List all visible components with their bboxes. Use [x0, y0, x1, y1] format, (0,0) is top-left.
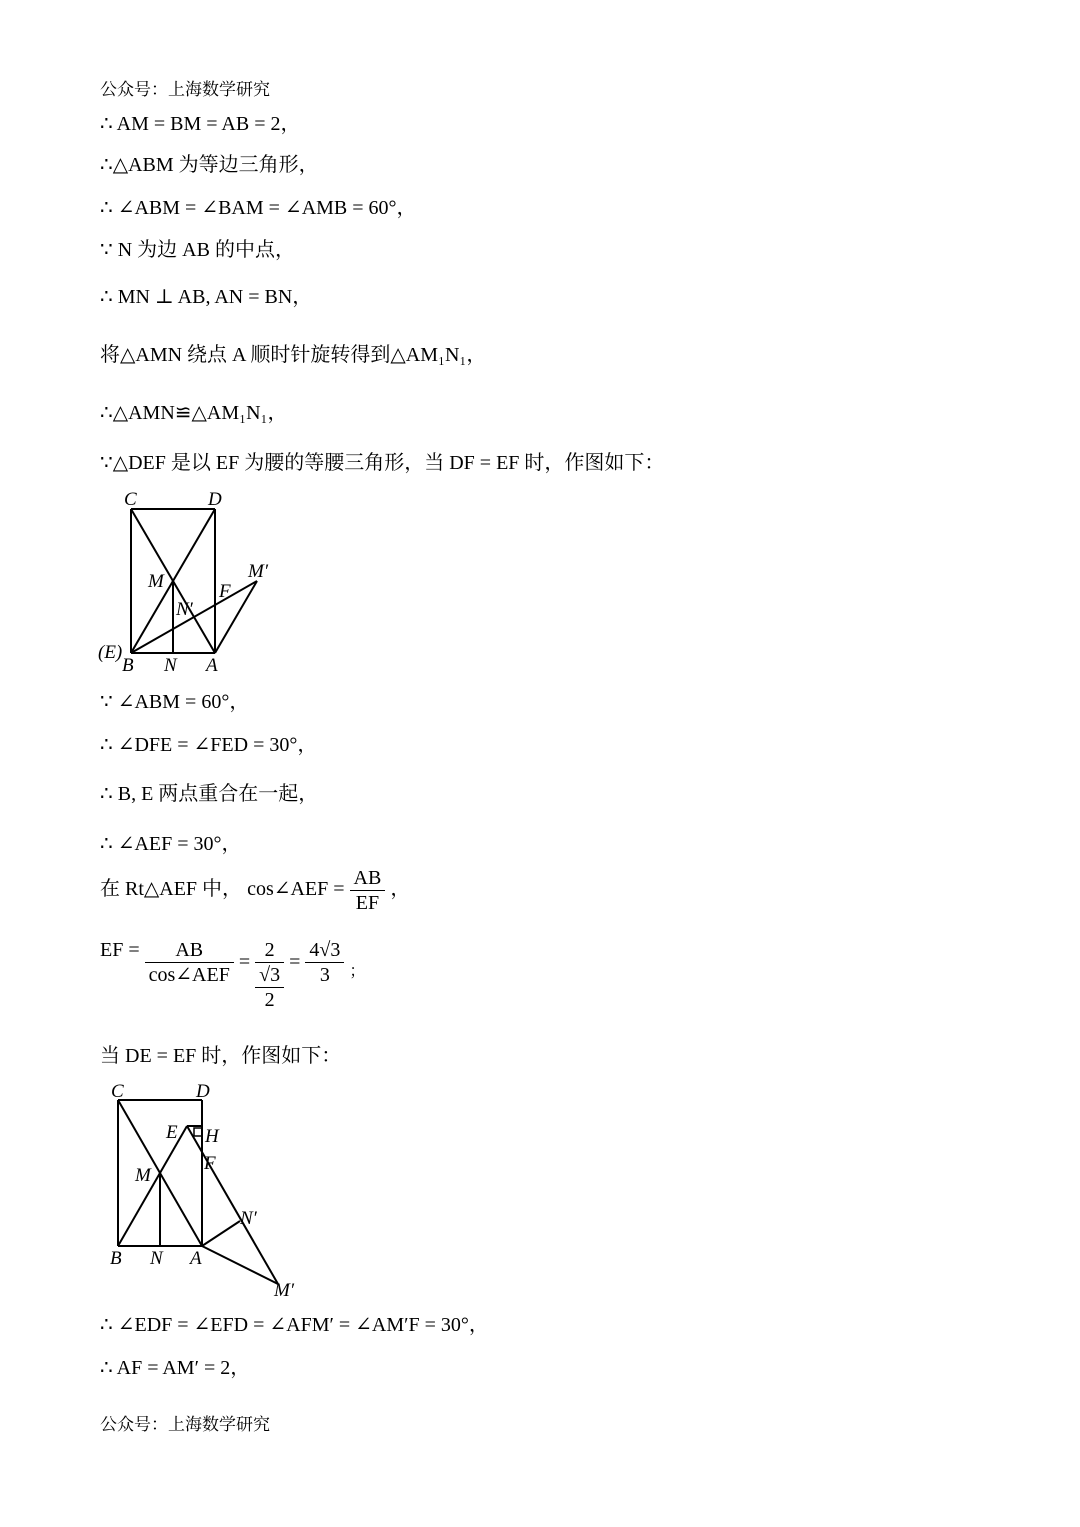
- cos-lhs: cos∠AEF =: [247, 878, 345, 901]
- fig2-label-A: A: [190, 1248, 202, 1269]
- proof-line-17: ∴ AF = AM′ = 2，: [100, 1357, 251, 1379]
- fig1-label-Np: N′: [176, 599, 193, 620]
- fraction-denominator: EF: [355, 892, 380, 914]
- fig1-label-D: D: [208, 489, 222, 510]
- fraction-numerator: AB: [145, 938, 234, 963]
- fig1-label-Mp: M′: [248, 561, 268, 582]
- equals-sign: =: [238, 951, 251, 973]
- ef-tail: ；: [349, 963, 366, 980]
- proof-line-2: ∴△ABM 为等边三角形，: [100, 154, 319, 176]
- fig2-label-E: E: [166, 1122, 178, 1143]
- fig2-label-M: M: [135, 1165, 151, 1186]
- proof-line-9: ∵ ∠ABM = 60°，: [100, 691, 250, 713]
- proof-line-10: ∴ ∠DFE = ∠FED = 30°，: [100, 734, 318, 756]
- fig2-label-F: F: [204, 1153, 216, 1174]
- proof-line-13: [100, 866, 410, 915]
- fraction-numerator: AB: [350, 866, 386, 891]
- fig1-label-B: B: [122, 655, 134, 676]
- proof-line-12: ∴ ∠AEF = 30°，: [100, 833, 242, 855]
- fig1-label-N: N: [164, 655, 177, 676]
- fig2-label-N: N: [150, 1248, 163, 1269]
- figure-2-diagram: [100, 1078, 310, 1303]
- fraction-4root3-over-3: [305, 938, 344, 987]
- proof-line-11: ∴ B, E 两点重合在一起，: [100, 783, 319, 805]
- fraction-2-over-root3-over-2: [255, 938, 284, 1012]
- rt-triangle-text: 在 Rt△AEF 中，: [100, 878, 243, 901]
- fig1-label-C: C: [124, 489, 137, 510]
- proof-line-15: 当 DE = EF 时，作图如下：: [100, 1045, 342, 1067]
- fig2-label-Np: N′: [240, 1208, 257, 1229]
- fraction-inner-denominator: 2: [264, 989, 275, 1011]
- fraction-ab-over-cos: [145, 938, 234, 987]
- fraction-denominator: 3: [319, 964, 330, 986]
- proof-line-1: ∴ AM = BM = AB = 2，: [100, 113, 301, 135]
- proof-line-7: ∴△AMN≌△AM₁N₁，: [100, 402, 288, 424]
- fig2-label-Mp: M′: [274, 1280, 294, 1301]
- proof-line-6: 将△AMN 绕点 A 顺时针旋转得到△AM₁N₁，: [100, 344, 487, 366]
- ef-lhs: EF =: [100, 939, 140, 961]
- fig2-label-H: H: [205, 1126, 219, 1147]
- page-header: 公众号：上海数学研究: [100, 80, 270, 99]
- fig1-label-M: M: [148, 571, 164, 592]
- proof-line-3: ∴ ∠ABM = ∠BAM = ∠AMB = 60°，: [100, 197, 417, 219]
- fig2-label-C: C: [111, 1081, 124, 1102]
- fig1-label-A: A: [206, 655, 218, 676]
- page-footer: 公众号：上海数学研究: [100, 1415, 270, 1434]
- fig1-label-E: (E): [98, 642, 123, 663]
- proof-line-8: ∵△DEF 是以 EF 为腰的等腰三角形，当 DF = EF 时，作图如下：: [100, 452, 665, 474]
- proof-line-16: ∴ ∠EDF = ∠EFD = ∠AFM′ = ∠AM′F = 30°，: [100, 1314, 489, 1336]
- cos-tail: ，: [390, 878, 411, 901]
- fig2-label-D: D: [196, 1081, 210, 1102]
- proof-line-5: ∴ MN ⊥ AB, AN = BN，: [100, 286, 313, 308]
- fig2-segment-ANp: [202, 1221, 240, 1246]
- fraction-numerator: 4√3: [305, 938, 344, 963]
- proof-line-14: [100, 938, 365, 1012]
- fig2-segment-BE: [118, 1126, 187, 1246]
- figure-1-diagram: [90, 485, 290, 680]
- fig1-label-F: F: [219, 581, 231, 602]
- proof-line-4: ∵ N 为边 AB 的中点，: [100, 239, 295, 261]
- fig2-label-B: B: [110, 1248, 122, 1269]
- fig2-right-angle-mark: [194, 1128, 202, 1136]
- equals-sign: =: [289, 951, 301, 973]
- fraction-denominator: cos∠AEF: [148, 964, 230, 986]
- fraction-numerator: 2: [255, 938, 284, 963]
- fraction-ab-over-ef: [350, 866, 386, 915]
- fraction-inner-numerator: √3: [255, 963, 284, 988]
